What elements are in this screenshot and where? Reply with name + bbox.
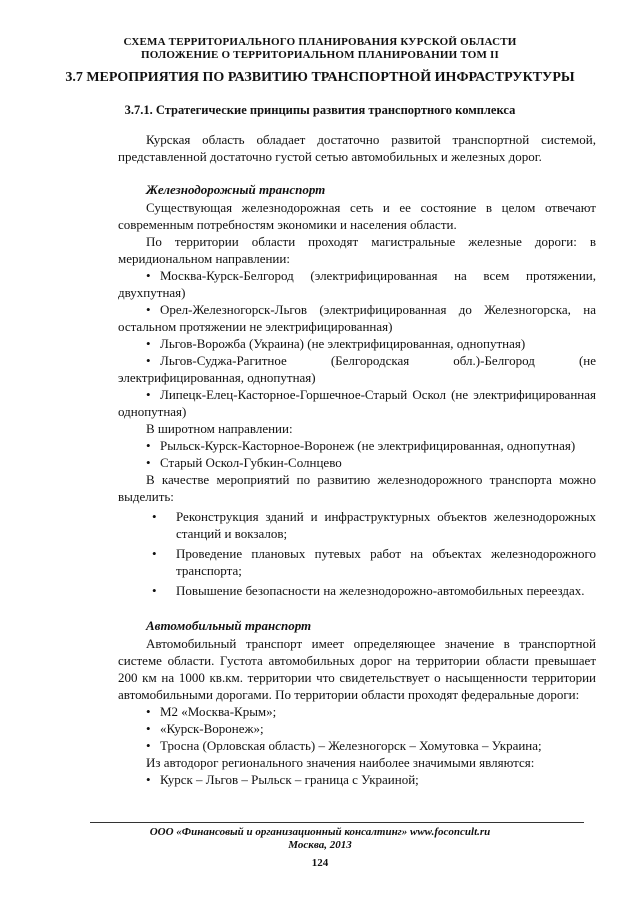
list-item [118, 335, 596, 352]
list-item-text: Льгов-Суджа-Рагитное (Белгородская обл.)-Белгород (не электрифицированная, однопутная) [118, 353, 596, 385]
list-item [118, 267, 596, 301]
rail-paragraph-1: Существующая железнодорожная сеть и ее состояние в целом отвечают современным потребностям экономики и населения области. [118, 200, 596, 232]
list-item [118, 771, 596, 788]
list-item-text: «Курск-Воронеж»; [160, 721, 264, 736]
bullet-icon: • [146, 721, 151, 736]
footer-line-2: Москва, 2013 [288, 839, 352, 851]
bullet-icon: • [146, 738, 151, 753]
list-item [118, 386, 596, 420]
list-item [118, 703, 596, 720]
latitudinal-rail-list [118, 437, 596, 471]
road-paragraph-2: Из автодорог регионального значения наиболее значимыми являются: [146, 755, 535, 770]
meridional-rail-list [118, 267, 596, 420]
footer-divider [90, 822, 584, 823]
bullet-icon: • [152, 509, 157, 524]
list-item [152, 545, 596, 579]
list-item-text: Рыльск-Курск-Касторное-Воронеж (не электрифицированная, однопутная) [160, 438, 576, 453]
rail-paragraph-4: В качестве мероприятий по развитию железнодорожного транспорта можно выделить: [118, 472, 596, 504]
list-item-text: Проведение плановых путевых работ на объектах железнодорожного транспорта; [176, 546, 596, 578]
list-item [152, 508, 596, 542]
list-item-text: Москва-Курск-Белгород (электрифицированная на всем протяжении, двухпутная) [118, 268, 596, 300]
list-item [118, 737, 596, 754]
bullet-icon: • [152, 583, 157, 598]
list-item-text: Тросна (Орловская область) – Железногорск – Хомутовка – Украина; [160, 738, 542, 753]
list-item [118, 454, 596, 471]
list-item [118, 301, 596, 335]
bullet-icon: • [152, 546, 157, 561]
list-item-text: Реконструкция зданий и инфраструктурных объектов железнодорожных станций и вокзалов; [176, 509, 596, 541]
rail-paragraph-2: По территории области проходят магистральные железные дороги: в меридиональном направлении: [118, 234, 596, 266]
road-paragraph-1: Автомобильный транспорт имеет определяющее значение в транспортной системе области. Густота автомобильных дорог на территории области превышает 200 км на 1000 кв.км. территории что свидетельствует о насыщенности территории автомобильными дорогами. По территории области проходят федеральные дороги: [118, 636, 596, 702]
bullet-icon: • [146, 772, 151, 787]
bullet-icon: • [146, 455, 151, 470]
intro-paragraph: Курская область обладает достаточно развитой транспортной системой, представленной достаточно густой сетью автомобильных и железных дорог. [118, 132, 596, 164]
list-item-text: Орел-Железногорск-Льгов (электрифицированная до Железногорска, на остальном протяжении не электрифицированная) [118, 302, 596, 334]
running-header [90, 36, 550, 62]
list-item [118, 720, 596, 737]
rail-section-title: Железнодорожный транспорт [146, 182, 326, 197]
bullet-icon: • [146, 268, 151, 283]
regional-roads-list [118, 771, 596, 788]
footer-line-1: ООО «Финансовый и организационный консалтинг» www.foconcult.ru [149, 826, 491, 838]
bullet-icon: • [146, 302, 151, 317]
body-text [118, 131, 596, 788]
bullet-icon: • [146, 704, 151, 719]
rail-paragraph-3: В широтном направлении: [146, 421, 293, 436]
road-section-title: Автомобильный транспорт [146, 618, 312, 633]
list-item-text: Курск – Льгов – Рыльск – граница с Украиной; [160, 772, 419, 787]
section-heading: 3.7 МЕРОПРИЯТИЯ ПО РАЗВИТИЮ ТРАНСПОРТНОЙ ИНФРАСТРУКТУРЫ [65, 70, 575, 85]
list-item [118, 437, 596, 454]
bullet-icon: • [146, 387, 151, 402]
header-line-2: ПОЛОЖЕНИЕ О ТЕРРИТОРИАЛЬНОМ ПЛАНИРОВАНИИ ТОМ II [141, 49, 499, 61]
list-item-text: М2 «Москва-Крым»; [160, 704, 277, 719]
page-number: 124 [311, 857, 329, 869]
list-item-text: Льгов-Ворожба (Украина) (не электрифицированная, однопутная) [160, 336, 526, 351]
bullet-icon: • [146, 353, 151, 368]
federal-roads-list [118, 703, 596, 754]
list-item-text: Липецк-Елец-Касторное-Горшечное-Старый Оскол (не электрифицированная однопутная) [118, 387, 596, 419]
bullet-icon: • [146, 336, 151, 351]
header-line-1: СХЕМА ТЕРРИТОРИАЛЬНОГО ПЛАНИРОВАНИЯ КУРСКОЙ ОБЛАСТИ [123, 36, 517, 48]
list-item-text: Повышение безопасности на железнодорожно-автомобильных переездах. [176, 583, 585, 598]
list-item-text: Старый Оскол-Губкин-Солнцево [160, 455, 342, 470]
running-footer [60, 826, 580, 852]
bullet-icon: • [146, 438, 151, 453]
list-item [118, 352, 596, 386]
list-item [152, 582, 596, 599]
subsection-heading: 3.7.1. Стратегические принципы развития транспортного комплекса [124, 103, 516, 117]
rail-measures-list [118, 508, 596, 599]
